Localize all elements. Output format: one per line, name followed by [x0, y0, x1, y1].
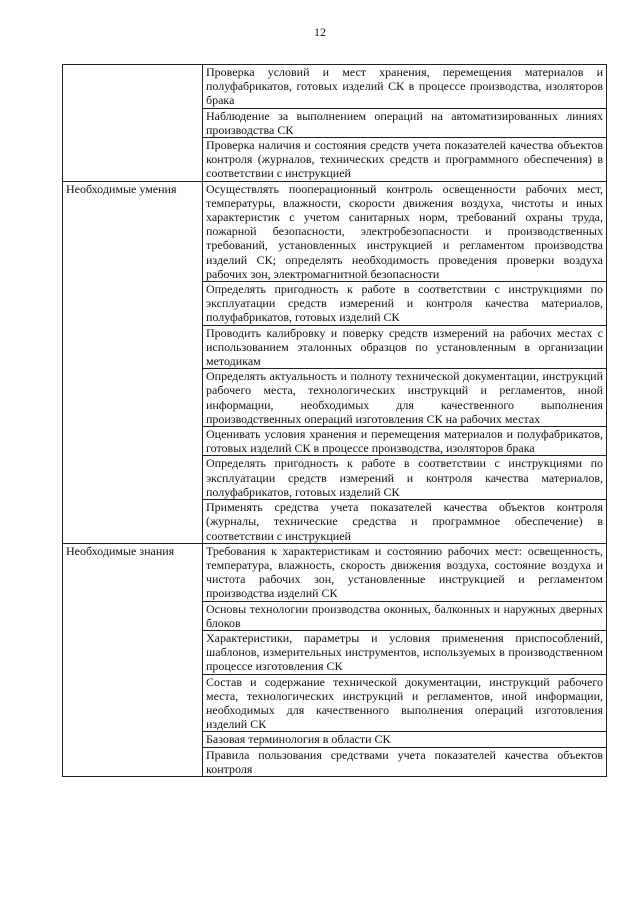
table-cell: Базовая терминология в области СК [203, 732, 607, 747]
table-row [63, 181, 607, 281]
table-cell: Оценивать условия хранения и перемещения материалов и полуфабрикатов, готовых изделий СК в процессе производства, изоляторов брака [203, 427, 607, 456]
table-cell: Правила пользования средствами учета показателей качества объектов контроля [203, 747, 607, 776]
table-cell: Осуществлять пооперационный контроль освещенности рабочих мест, температуры, влажности, скорости движения воздуха, чистоты и иных характеристик с учетом санитарных норм, требований охраны труда, пожарной безопасности, электробезопасности и производственных требований, установленных инструкцией и регламентом производства изделий СК; определять необходимость проведения проверки воздуха рабочих зон, электромагнитной безопасности [203, 181, 607, 281]
table-cell: Проверка условий и мест хранения, перемещения материалов и полуфабрикатов, готовых изделий СК в процессе производства, изоляторов брака [203, 65, 607, 109]
table-cell: Определять актуальность и полноту технической документации, инструкций рабочего места, технологических инструкций и регламентов, иной информации, необходимых для качественного выполнения производственных операций изготовления СК на рабочих местах [203, 369, 607, 427]
table-row [63, 543, 607, 601]
table-cell: Применять средства учета показателей качества объектов контроля (журналы, технические средства и программное обеспечение) в соответствии с инструкцией [203, 500, 607, 544]
table-cell: Определять пригодность к работе в соответствии с инструкциями по эксплуатации средств измерений и контроля качества материалов, полуфабрикатов, готовых изделий СК [203, 282, 607, 326]
table-cell: Основы технологии производства оконных, балконных и наружных дверных блоков [203, 601, 607, 630]
group-label-knowledge: Необходимые знания [63, 543, 203, 776]
table-cell: Наблюдение за выполнением операций на автоматизированных линиях производства СК [203, 108, 607, 137]
table-cell: Проверка наличия и состояния средств учета показателей качества объектов контроля (журналов, технических средств и программного обеспечения) в соответствии с инструкцией [203, 138, 607, 182]
table-row [63, 65, 607, 109]
page-number: 12 [314, 25, 326, 39]
table-cell: Требования к характеристикам и состоянию рабочих мест: освещенность, температура, влажность, скорость движения воздуха, состояние воздуха и чистота рабочих зон, установленные инструкцией и регламентом производства изделий СК [203, 543, 607, 601]
competency-table [62, 64, 607, 777]
group-label [63, 65, 203, 182]
table-cell: Состав и содержание технической документации, инструкций рабочего места, технологических инструкций и регламентов, иной информации, необходимых для качественного выполнения операций изготовления изделий СК [203, 674, 607, 732]
table-cell: Проводить калибровку и поверку средств измерений на рабочих местах с использованием эталонных образцов по установленным в организации методикам [203, 325, 607, 369]
table-cell: Характеристики, параметры и условия применения приспособлений, шаблонов, измерительных инструментов, используемых в производственном процессе изготовления СК [203, 630, 607, 674]
table-cell: Определять пригодность к работе в соответствии с инструкциями по эксплуатации средств измерений и контроля качества материалов, полуфабрикатов, готовых изделий СК [203, 456, 607, 500]
group-label-skills: Необходимые умения [63, 181, 203, 543]
